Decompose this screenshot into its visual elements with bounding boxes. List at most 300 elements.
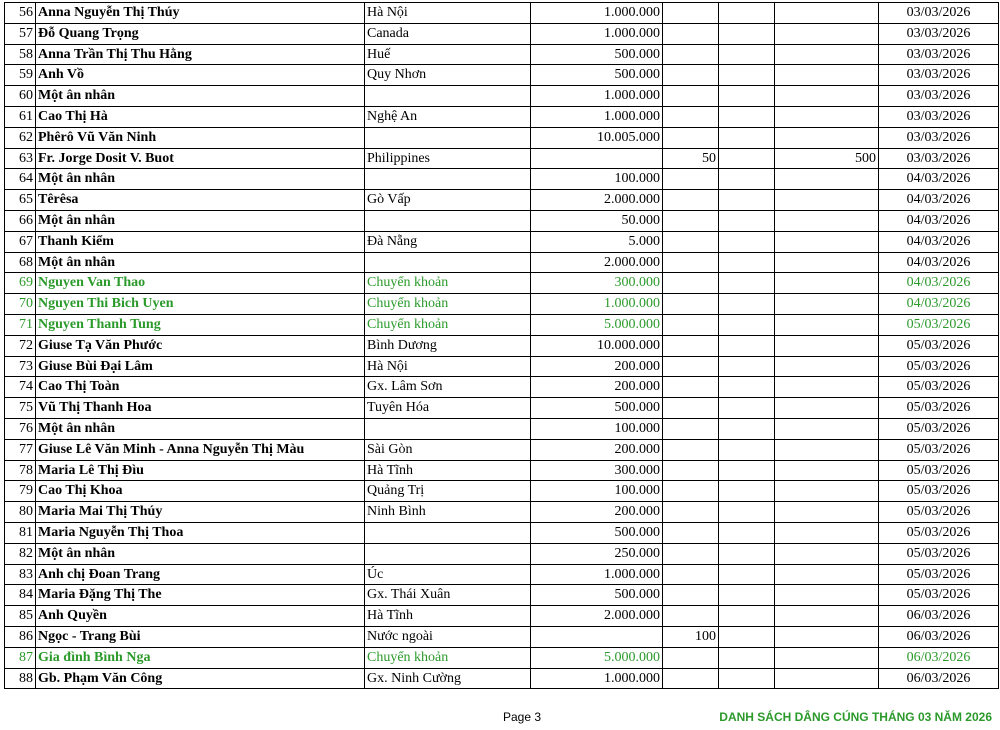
- amount-col-1: [663, 106, 719, 127]
- donation-date: 03/03/2026: [879, 106, 999, 127]
- table-row: [5, 210, 999, 231]
- donor-location: Huế: [365, 44, 531, 65]
- amount-col-2: [719, 86, 775, 107]
- donor-name: Anna Trần Thị Thu Hằng: [36, 44, 365, 65]
- row-number: 75: [5, 398, 36, 419]
- amount-col-3: [775, 65, 879, 86]
- donor-location: [365, 418, 531, 439]
- table-row: [5, 169, 999, 190]
- document-title: DANH SÁCH DÂNG CÚNG THÁNG 03 NĂM 2026: [719, 710, 992, 724]
- amount-col-3: [775, 418, 879, 439]
- amount-col-2: [719, 65, 775, 86]
- row-number: 85: [5, 606, 36, 627]
- donation-date: 06/03/2026: [879, 668, 999, 689]
- row-number: 88: [5, 668, 36, 689]
- amount-col-2: [719, 252, 775, 273]
- amount-col-1: [663, 377, 719, 398]
- amount-col-3: [775, 335, 879, 356]
- donor-name: Maria Đặng Thị The: [36, 585, 365, 606]
- amount-col-2: [719, 335, 775, 356]
- amount-col-3: [775, 606, 879, 627]
- donor-name: Anna Nguyễn Thị Thúy: [36, 3, 365, 24]
- donation-date: 06/03/2026: [879, 626, 999, 647]
- amount-col-1: [663, 231, 719, 252]
- amount-col-1: [663, 294, 719, 315]
- donor-name: Vũ Thị Thanh Hoa: [36, 398, 365, 419]
- amount-col-3: [775, 356, 879, 377]
- amount-col-2: [719, 481, 775, 502]
- donation-table-body: [5, 3, 999, 689]
- amount-vnd: 100.000: [531, 481, 663, 502]
- amount-vnd: 200.000: [531, 439, 663, 460]
- donor-name: Cao Thị Khoa: [36, 481, 365, 502]
- donor-name: Gia đình Bình Nga: [36, 647, 365, 668]
- donation-date: 05/03/2026: [879, 356, 999, 377]
- donation-date: 04/03/2026: [879, 252, 999, 273]
- amount-col-2: [719, 44, 775, 65]
- amount-col-2: [719, 106, 775, 127]
- row-number: 67: [5, 231, 36, 252]
- table-row: [5, 231, 999, 252]
- amount-col-2: [719, 231, 775, 252]
- donor-name: Một ân nhân: [36, 252, 365, 273]
- donor-location: Bình Dương: [365, 335, 531, 356]
- donation-date: 05/03/2026: [879, 439, 999, 460]
- amount-vnd: 300.000: [531, 273, 663, 294]
- amount-col-2: [719, 522, 775, 543]
- table-row: [5, 148, 999, 169]
- donation-date: 05/03/2026: [879, 585, 999, 606]
- amount-col-2: [719, 460, 775, 481]
- donation-date: 05/03/2026: [879, 522, 999, 543]
- amount-col-3: [775, 252, 879, 273]
- amount-col-2: [719, 606, 775, 627]
- table-row: [5, 606, 999, 627]
- amount-col-3: [775, 210, 879, 231]
- donor-location: Chuyển khoản: [365, 273, 531, 294]
- amount-col-3: [775, 543, 879, 564]
- donation-date: 05/03/2026: [879, 460, 999, 481]
- donation-date: 04/03/2026: [879, 210, 999, 231]
- row-number: 68: [5, 252, 36, 273]
- amount-col-3: 500: [775, 148, 879, 169]
- amount-col-2: [719, 668, 775, 689]
- table-row: [5, 294, 999, 315]
- donor-name: Anh Vồ: [36, 65, 365, 86]
- donor-name: Anh Quyền: [36, 606, 365, 627]
- amount-col-3: [775, 460, 879, 481]
- table-row: [5, 418, 999, 439]
- amount-col-3: [775, 377, 879, 398]
- donor-name: Giuse Tạ Văn Phước: [36, 335, 365, 356]
- amount-col-1: [663, 606, 719, 627]
- amount-col-3: [775, 23, 879, 44]
- donor-location: [365, 86, 531, 107]
- row-number: 79: [5, 481, 36, 502]
- donation-date: 04/03/2026: [879, 273, 999, 294]
- amount-col-1: [663, 127, 719, 148]
- amount-col-1: [663, 252, 719, 273]
- donation-date: 06/03/2026: [879, 606, 999, 627]
- donation-date: 06/03/2026: [879, 647, 999, 668]
- donation-date: 05/03/2026: [879, 398, 999, 419]
- amount-col-2: [719, 543, 775, 564]
- row-number: 77: [5, 439, 36, 460]
- amount-col-3: [775, 502, 879, 523]
- donor-location: Úc: [365, 564, 531, 585]
- amount-col-1: [663, 460, 719, 481]
- amount-col-3: [775, 106, 879, 127]
- amount-col-2: [719, 647, 775, 668]
- amount-vnd: 1.000.000: [531, 23, 663, 44]
- donor-location: [365, 543, 531, 564]
- amount-col-1: [663, 647, 719, 668]
- donor-name: Têrêsa: [36, 190, 365, 211]
- row-number: 78: [5, 460, 36, 481]
- donation-date: 03/03/2026: [879, 148, 999, 169]
- table-row: [5, 439, 999, 460]
- amount-col-3: [775, 668, 879, 689]
- amount-col-2: [719, 356, 775, 377]
- donation-date: 03/03/2026: [879, 44, 999, 65]
- amount-col-2: [719, 439, 775, 460]
- donor-name: Maria Nguyễn Thị Thoa: [36, 522, 365, 543]
- amount-col-3: [775, 314, 879, 335]
- donor-location: Sài Gòn: [365, 439, 531, 460]
- donor-location: Quy Nhơn: [365, 65, 531, 86]
- donor-name: Một ân nhân: [36, 543, 365, 564]
- table-row: [5, 502, 999, 523]
- donor-location: [365, 522, 531, 543]
- row-number: 81: [5, 522, 36, 543]
- table-row: [5, 398, 999, 419]
- donor-name: Gb. Phạm Văn Công: [36, 668, 365, 689]
- donation-date: 05/03/2026: [879, 377, 999, 398]
- donor-location: [365, 169, 531, 190]
- row-number: 71: [5, 314, 36, 335]
- donor-location: [365, 210, 531, 231]
- donor-location: Canada: [365, 23, 531, 44]
- table-row: [5, 106, 999, 127]
- row-number: 86: [5, 626, 36, 647]
- amount-vnd: [531, 148, 663, 169]
- donor-name: Phêrô Vũ Văn Ninh: [36, 127, 365, 148]
- donor-name: Ngọc - Trang Bùi: [36, 626, 365, 647]
- amount-vnd: 5.000: [531, 231, 663, 252]
- donor-location: Tuyên Hóa: [365, 398, 531, 419]
- amount-col-1: [663, 543, 719, 564]
- amount-col-3: [775, 86, 879, 107]
- amount-vnd: 2.000.000: [531, 606, 663, 627]
- amount-vnd: 100.000: [531, 418, 663, 439]
- amount-col-3: [775, 294, 879, 315]
- donor-location: Ninh Bình: [365, 502, 531, 523]
- amount-col-3: [775, 564, 879, 585]
- donor-location: Hà Nội: [365, 356, 531, 377]
- amount-col-2: [719, 169, 775, 190]
- amount-vnd: 200.000: [531, 356, 663, 377]
- amount-col-1: [663, 356, 719, 377]
- amount-col-3: [775, 647, 879, 668]
- donor-name: Maria Mai Thị Thúy: [36, 502, 365, 523]
- donation-date: 03/03/2026: [879, 65, 999, 86]
- table-row: [5, 460, 999, 481]
- amount-col-3: [775, 231, 879, 252]
- donor-name: Fr. Jorge Dosit V. Buot: [36, 148, 365, 169]
- amount-col-3: [775, 522, 879, 543]
- donation-date: 05/03/2026: [879, 502, 999, 523]
- amount-vnd: 10.005.000: [531, 127, 663, 148]
- donor-location: Chuyển khoản: [365, 647, 531, 668]
- amount-col-3: [775, 626, 879, 647]
- table-row: [5, 543, 999, 564]
- donor-location: Nghệ An: [365, 106, 531, 127]
- donation-date: 04/03/2026: [879, 294, 999, 315]
- donor-name: Nguyen Thanh Tung: [36, 314, 365, 335]
- donation-date: 05/03/2026: [879, 418, 999, 439]
- page-number: Page 3: [503, 710, 542, 724]
- amount-col-2: [719, 626, 775, 647]
- amount-col-1: [663, 190, 719, 211]
- amount-col-2: [719, 127, 775, 148]
- amount-vnd: 2.000.000: [531, 252, 663, 273]
- amount-col-2: [719, 3, 775, 24]
- row-number: 62: [5, 127, 36, 148]
- amount-vnd: 100.000: [531, 169, 663, 190]
- donation-date: 05/03/2026: [879, 543, 999, 564]
- row-number: 65: [5, 190, 36, 211]
- donor-location: Philippines: [365, 148, 531, 169]
- amount-col-1: [663, 3, 719, 24]
- amount-vnd: 5.000.000: [531, 647, 663, 668]
- table-row: [5, 564, 999, 585]
- donor-location: Gx. Lâm Sơn: [365, 377, 531, 398]
- row-number: 60: [5, 86, 36, 107]
- amount-col-2: [719, 585, 775, 606]
- row-number: 70: [5, 294, 36, 315]
- amount-col-1: [663, 210, 719, 231]
- amount-col-1: [663, 585, 719, 606]
- donation-table: [4, 2, 999, 689]
- row-number: 80: [5, 502, 36, 523]
- amount-vnd: 50.000: [531, 210, 663, 231]
- amount-vnd: 500.000: [531, 398, 663, 419]
- amount-vnd: 1.000.000: [531, 86, 663, 107]
- amount-col-3: [775, 585, 879, 606]
- table-row: [5, 647, 999, 668]
- amount-vnd: 500.000: [531, 585, 663, 606]
- table-row: [5, 481, 999, 502]
- amount-col-1: [663, 668, 719, 689]
- amount-vnd: 1.000.000: [531, 3, 663, 24]
- donation-date: 03/03/2026: [879, 127, 999, 148]
- amount-col-1: [663, 335, 719, 356]
- amount-vnd: 5.000.000: [531, 314, 663, 335]
- donation-date: 03/03/2026: [879, 86, 999, 107]
- amount-col-2: [719, 294, 775, 315]
- table-row: [5, 335, 999, 356]
- donor-location: Quảng Trị: [365, 481, 531, 502]
- amount-vnd: [531, 626, 663, 647]
- amount-col-1: [663, 169, 719, 190]
- amount-vnd: 500.000: [531, 65, 663, 86]
- row-number: 82: [5, 543, 36, 564]
- amount-vnd: 1.000.000: [531, 668, 663, 689]
- row-number: 58: [5, 44, 36, 65]
- donation-date: 04/03/2026: [879, 169, 999, 190]
- amount-col-1: [663, 398, 719, 419]
- row-number: 84: [5, 585, 36, 606]
- amount-col-2: [719, 564, 775, 585]
- amount-col-2: [719, 23, 775, 44]
- table-row: [5, 65, 999, 86]
- amount-vnd: 500.000: [531, 522, 663, 543]
- donor-name: Một ân nhân: [36, 86, 365, 107]
- amount-col-2: [719, 377, 775, 398]
- donor-name: Thanh Kiểm: [36, 231, 365, 252]
- row-number: 87: [5, 647, 36, 668]
- amount-vnd: 1.000.000: [531, 106, 663, 127]
- amount-col-3: [775, 127, 879, 148]
- table-row: [5, 522, 999, 543]
- row-number: 56: [5, 3, 36, 24]
- amount-col-3: [775, 44, 879, 65]
- donor-location: Nước ngoài: [365, 626, 531, 647]
- amount-col-1: [663, 273, 719, 294]
- donor-name: Giuse Lê Văn Minh - Anna Nguyễn Thị Màu: [36, 439, 365, 460]
- amount-vnd: 10.000.000: [531, 335, 663, 356]
- row-number: 72: [5, 335, 36, 356]
- row-number: 64: [5, 169, 36, 190]
- table-row: [5, 44, 999, 65]
- donation-date: 03/03/2026: [879, 3, 999, 24]
- donation-date: 05/03/2026: [879, 481, 999, 502]
- row-number: 59: [5, 65, 36, 86]
- amount-col-1: [663, 23, 719, 44]
- amount-col-2: [719, 418, 775, 439]
- amount-vnd: 300.000: [531, 460, 663, 481]
- amount-col-3: [775, 398, 879, 419]
- donor-name: Một ân nhân: [36, 169, 365, 190]
- amount-col-2: [719, 190, 775, 211]
- amount-col-1: [663, 86, 719, 107]
- amount-vnd: 500.000: [531, 44, 663, 65]
- amount-col-2: [719, 314, 775, 335]
- donation-date: 04/03/2026: [879, 231, 999, 252]
- table-row: [5, 252, 999, 273]
- row-number: 66: [5, 210, 36, 231]
- amount-col-1: [663, 522, 719, 543]
- amount-col-2: [719, 398, 775, 419]
- amount-vnd: 2.000.000: [531, 190, 663, 211]
- donor-name: Giuse Bùi Đại Lâm: [36, 356, 365, 377]
- amount-vnd: 1.000.000: [531, 564, 663, 585]
- amount-vnd: 200.000: [531, 377, 663, 398]
- amount-col-2: [719, 210, 775, 231]
- donation-date: 05/03/2026: [879, 335, 999, 356]
- row-number: 69: [5, 273, 36, 294]
- table-row: [5, 356, 999, 377]
- donor-location: [365, 252, 531, 273]
- donation-date: 04/03/2026: [879, 190, 999, 211]
- donor-location: [365, 127, 531, 148]
- table-row: [5, 23, 999, 44]
- row-number: 74: [5, 377, 36, 398]
- donor-name: Cao Thị Toàn: [36, 377, 365, 398]
- amount-col-1: 50: [663, 148, 719, 169]
- amount-col-1: [663, 439, 719, 460]
- table-row: [5, 3, 999, 24]
- amount-col-1: 100: [663, 626, 719, 647]
- table-row: [5, 127, 999, 148]
- donor-location: Đà Nẵng: [365, 231, 531, 252]
- donor-name: Đỗ Quang Trọng: [36, 23, 365, 44]
- row-number: 73: [5, 356, 36, 377]
- table-row: [5, 668, 999, 689]
- table-row: [5, 377, 999, 398]
- amount-col-3: [775, 169, 879, 190]
- table-row: [5, 314, 999, 335]
- amount-col-3: [775, 190, 879, 211]
- amount-col-3: [775, 273, 879, 294]
- amount-col-1: [663, 44, 719, 65]
- donor-name: Một ân nhân: [36, 418, 365, 439]
- row-number: 57: [5, 23, 36, 44]
- amount-col-1: [663, 65, 719, 86]
- donor-name: Nguyen Van Thao: [36, 273, 365, 294]
- donation-date: 05/03/2026: [879, 564, 999, 585]
- donor-location: Gò Vấp: [365, 190, 531, 211]
- row-number: 61: [5, 106, 36, 127]
- donor-location: Chuyển khoản: [365, 314, 531, 335]
- donor-location: Gx. Thái Xuân: [365, 585, 531, 606]
- amount-vnd: 1.000.000: [531, 294, 663, 315]
- table-row: [5, 86, 999, 107]
- amount-vnd: 200.000: [531, 502, 663, 523]
- donor-location: Chuyển khoản: [365, 294, 531, 315]
- row-number: 76: [5, 418, 36, 439]
- row-number: 83: [5, 564, 36, 585]
- amount-col-1: [663, 418, 719, 439]
- donor-name: Một ân nhân: [36, 210, 365, 231]
- donor-location: Hà Tĩnh: [365, 460, 531, 481]
- amount-vnd: 250.000: [531, 543, 663, 564]
- donor-name: Cao Thị Hà: [36, 106, 365, 127]
- donor-location: Hà Tĩnh: [365, 606, 531, 627]
- amount-col-1: [663, 564, 719, 585]
- row-number: 63: [5, 148, 36, 169]
- donor-location: Gx. Ninh Cường: [365, 668, 531, 689]
- table-row: [5, 626, 999, 647]
- amount-col-3: [775, 439, 879, 460]
- amount-col-2: [719, 148, 775, 169]
- amount-col-1: [663, 502, 719, 523]
- amount-col-3: [775, 481, 879, 502]
- table-row: [5, 585, 999, 606]
- donor-name: Maria Lê Thị Đìu: [36, 460, 365, 481]
- table-row: [5, 273, 999, 294]
- amount-col-3: [775, 3, 879, 24]
- amount-col-1: [663, 314, 719, 335]
- table-row: [5, 190, 999, 211]
- donation-date: 05/03/2026: [879, 314, 999, 335]
- amount-col-2: [719, 502, 775, 523]
- donor-name: Anh chị Đoan Trang: [36, 564, 365, 585]
- amount-col-1: [663, 481, 719, 502]
- donor-location: Hà Nội: [365, 3, 531, 24]
- donor-name: Nguyen Thi Bich Uyen: [36, 294, 365, 315]
- amount-col-2: [719, 273, 775, 294]
